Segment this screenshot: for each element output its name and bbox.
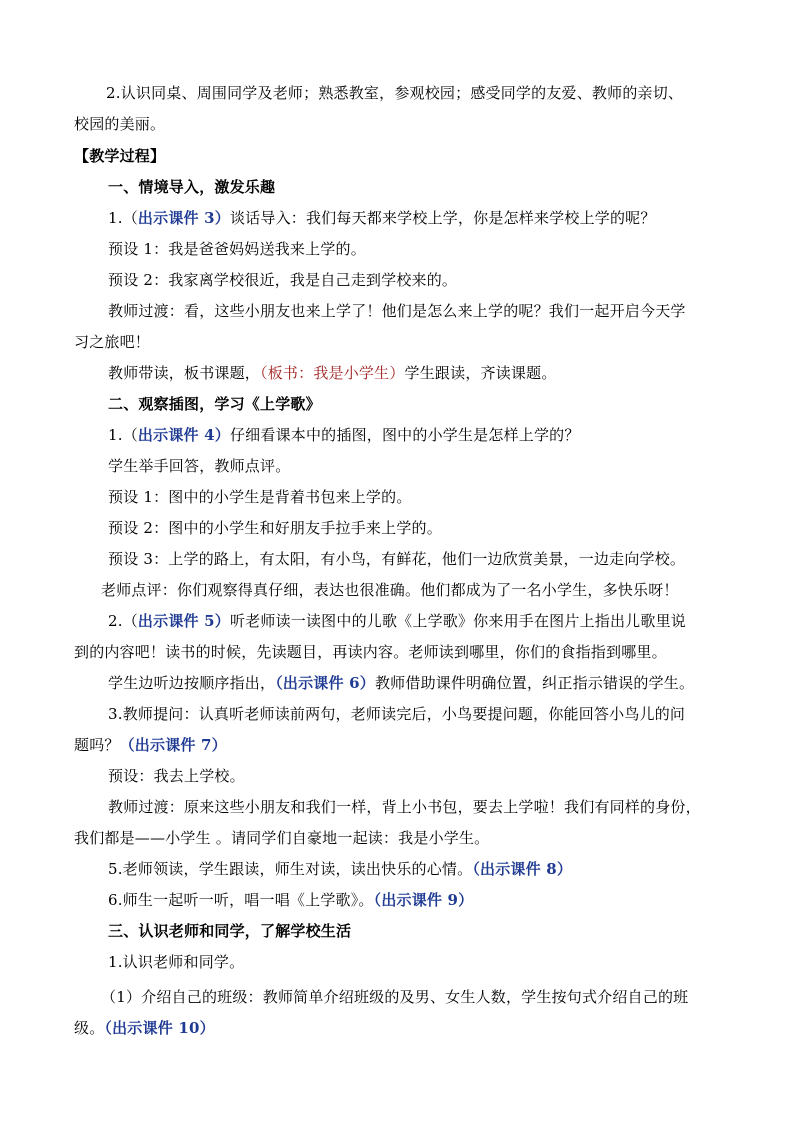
- courseware-tag: （出示课件 8）: [472, 860, 573, 878]
- paragraph-line: 预设 3：上学的路上，有太阳，有小鸟，有鲜花，他们一边欣赏美景，一边走向学校。: [108, 550, 686, 568]
- paragraph-line: [74, 735, 227, 755]
- paragraph-line: 我们都是——小学生 。请同学们自豪地一起读：我是小学生。: [74, 829, 490, 847]
- paragraph-text: 题吗？: [74, 736, 120, 754]
- courseware-tag: 出示课件 3）: [137, 209, 230, 227]
- paragraph-line: 习之旅吧！: [74, 333, 151, 351]
- courseware-tag: 出示课件 4）: [137, 426, 230, 444]
- paragraph-line: 预设 2：我家离学校很近，我是自己走到学校来的。: [108, 271, 458, 289]
- paragraph-line: [108, 890, 473, 910]
- subsection-heading-3: 三、认识老师和同学，了解学校生活: [108, 922, 352, 940]
- paragraph-line: 3.教师提问：认真听老师读前两句，老师读完后，小鸟要提问题，你能回答小鸟儿的问: [108, 705, 686, 723]
- paragraph-line: 老师点评：你们观察得真仔细，表达也很准确。他们都成为了一名小学生，多快乐呀！: [101, 581, 679, 599]
- paragraph-line: 预设 1：图中的小学生是背着书包来上学的。: [108, 488, 412, 506]
- paragraph-text: 级。: [74, 1019, 105, 1037]
- board-writing-tag: （板书：我是小学生）: [260, 364, 405, 382]
- paragraph-line: [108, 859, 572, 879]
- paragraph-line: [108, 673, 694, 693]
- paragraph-text: 5.老师领读，学生跟读，师生对读，读出快乐的心情。: [108, 860, 473, 878]
- section-heading-teaching-process: 【教学过程】: [74, 147, 166, 165]
- paragraph-line: 教师过渡：原来这些小朋友和我们一样，背上小书包，要去上学啦！我们有同样的身份，: [108, 798, 701, 816]
- paragraph-line: 预设：我去上学校。: [108, 767, 245, 785]
- paragraph-line: 教师过渡：看，这些小朋友也来上学了！他们是怎么来上学的呢？我们一起开启今天学: [108, 302, 686, 320]
- paragraph-line: 到的内容吧！读书的时候，先读题目，再读内容。老师读到哪里，你们的食指指到哪里。: [74, 643, 667, 661]
- paragraph-text: 谈话导入：我们每天都来学校上学，你是怎样来学校上学的呢？: [229, 209, 656, 227]
- subsection-heading-2: 二、观察插图，学习《上学歌》: [108, 395, 321, 413]
- paragraph-text: 学生跟读，齐读课题。: [404, 364, 557, 382]
- courseware-tag: （出示课件 10）: [104, 1019, 215, 1037]
- objective-line-1: 2.认识同桌、周围同学及老师；熟悉教室，参观校园；感受同学的友爱、教师的亲切、: [106, 84, 684, 102]
- item-number: 1.（: [108, 426, 138, 444]
- paragraph-line: 1.认识老师和同学。: [108, 953, 245, 971]
- paragraph-text: 6.师生一起听一听，唱一唱《上学歌》。: [108, 891, 374, 909]
- courseware-tag: （出示课件 7）: [119, 736, 227, 754]
- paragraph-line: [108, 208, 656, 228]
- paragraph-line: 预设 2：图中的小学生和好朋友手拉手来上学的。: [108, 519, 442, 537]
- paragraph-line: 预设 1：我是爸爸妈妈送我来上学的。: [108, 240, 366, 258]
- paragraph-text: 听老师读一读图中的儿歌《上学歌》你来用手在图片上指出儿歌里说: [229, 612, 686, 630]
- paragraph-text: 教师带读，板书课题，: [108, 364, 261, 382]
- courseware-tag: （出示课件 6）: [275, 674, 375, 692]
- courseware-tag: 出示课件 5）: [137, 612, 230, 630]
- paragraph-line: 学生举手回答，教师点评。: [108, 457, 291, 475]
- subsection-heading-1: 一、情境导入，激发乐趣: [108, 178, 276, 196]
- paragraph-text: 仔细看课本中的插图，图中的小学生是怎样上学的？: [229, 426, 580, 444]
- item-number: 2.（: [108, 612, 138, 630]
- courseware-tag: （出示课件 9）: [373, 891, 474, 909]
- paragraph-text: 教师借助课件明确位置，纠正指示错误的学生。: [374, 674, 695, 692]
- item-number: 1.（: [108, 209, 138, 227]
- paragraph-line: [108, 425, 580, 445]
- paragraph-line: [108, 611, 686, 631]
- paragraph-line: [74, 1018, 215, 1038]
- paragraph-text: 学生边听边按顺序指出，: [108, 674, 276, 692]
- objective-line-2: 校园的美丽。: [74, 115, 166, 133]
- paragraph-line: （1）介绍自己的班级：教师简单介绍班级的及男、女生人数，学生按句式介绍自己的班: [101, 988, 689, 1006]
- paragraph-line: [108, 363, 557, 383]
